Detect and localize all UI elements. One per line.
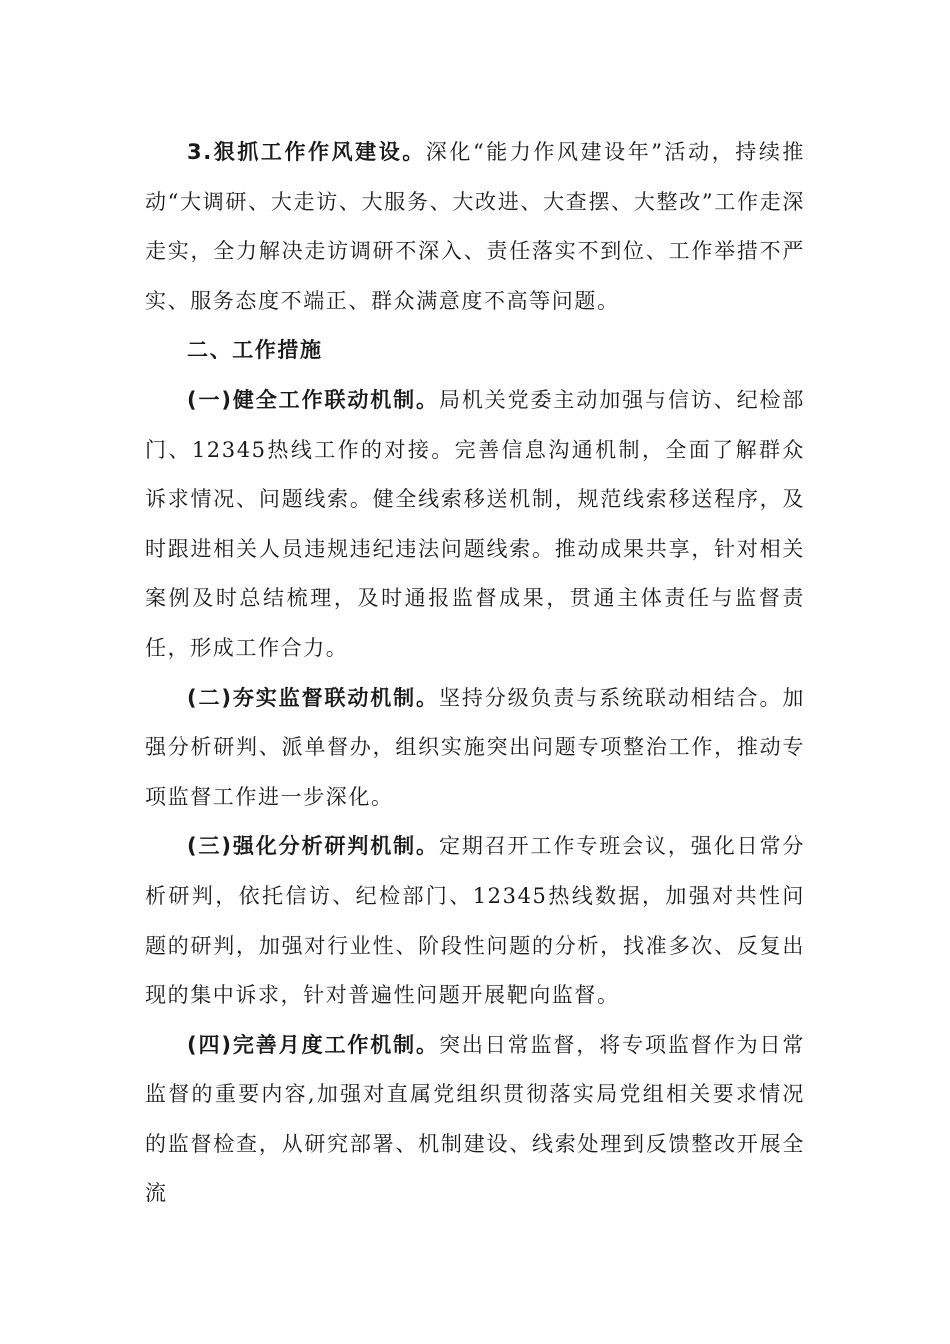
paragraph-lead: (一)健全工作联动机制。 <box>187 387 439 412</box>
paragraph-analysis-mechanism <box>145 822 805 1020</box>
paragraph-supervision-linkage <box>145 674 805 823</box>
paragraph-body: 局机关党委主动加强与信访、纪检部门、12345热线工作的对接。完善信息沟通机制，全面了解群众诉求情况、问题线索。健全线索移送机制，规范线索移送程序，及时跟进相关人员违规违纪违法问题线索。推动成果共享，针对相关案例及时总结梳理，及时通报监督成果，贯通主体责任与监督责任，形成工作合力。 <box>145 387 805 660</box>
paragraph-lead: (二)夯实监督联动机制。 <box>187 685 439 710</box>
section-heading-text: 二、工作措施 <box>187 338 323 363</box>
paragraph-body: 深化“能力作风建设年”活动，持续推动“大调研、大走访、大服务、大改进、大查摆、大整改”工作走深走实，全力解决走访调研不深入、责任落实不到位、工作举措不严实、服务态度不端正、群众满意度不高等问题。 <box>145 140 805 313</box>
paragraph-monthly-mechanism <box>145 1021 805 1219</box>
section-heading-work-measures <box>145 326 805 376</box>
paragraph-body: 定期召开工作专班会议，强化日常分析研判，依托信访、纪检部门、12345热线数据，加强对共性问题的研判，加强对行业性、阶段性问题的分析，找准多次、反复出现的集中诉求，针对普遍性问题开展靶向监督。 <box>145 834 805 1008</box>
paragraph-linkage-mechanism <box>145 376 805 674</box>
paragraph-style-building <box>145 128 805 326</box>
paragraph-lead: (三)强化分析研判机制。 <box>187 834 439 859</box>
paragraph-lead: (四)完善月度工作机制。 <box>187 1032 439 1057</box>
paragraph-body: 突出日常监督，将专项监督作为日常监督的重要内容,加强对直属党组织贯彻落实局党组相关要求情况的监督检查，从研究部署、机制建设、线索处理到反馈整改开展全流 <box>145 1032 805 1206</box>
paragraph-lead: 3.狠抓工作作风建设。 <box>187 140 426 164</box>
document-page <box>145 128 805 1219</box>
paragraph-body: 坚持分级负责与系统联动相结合。加强分析研判、派单督办，组织实施突出问题专项整治工作，推动专项监督工作进一步深化。 <box>145 685 805 809</box>
